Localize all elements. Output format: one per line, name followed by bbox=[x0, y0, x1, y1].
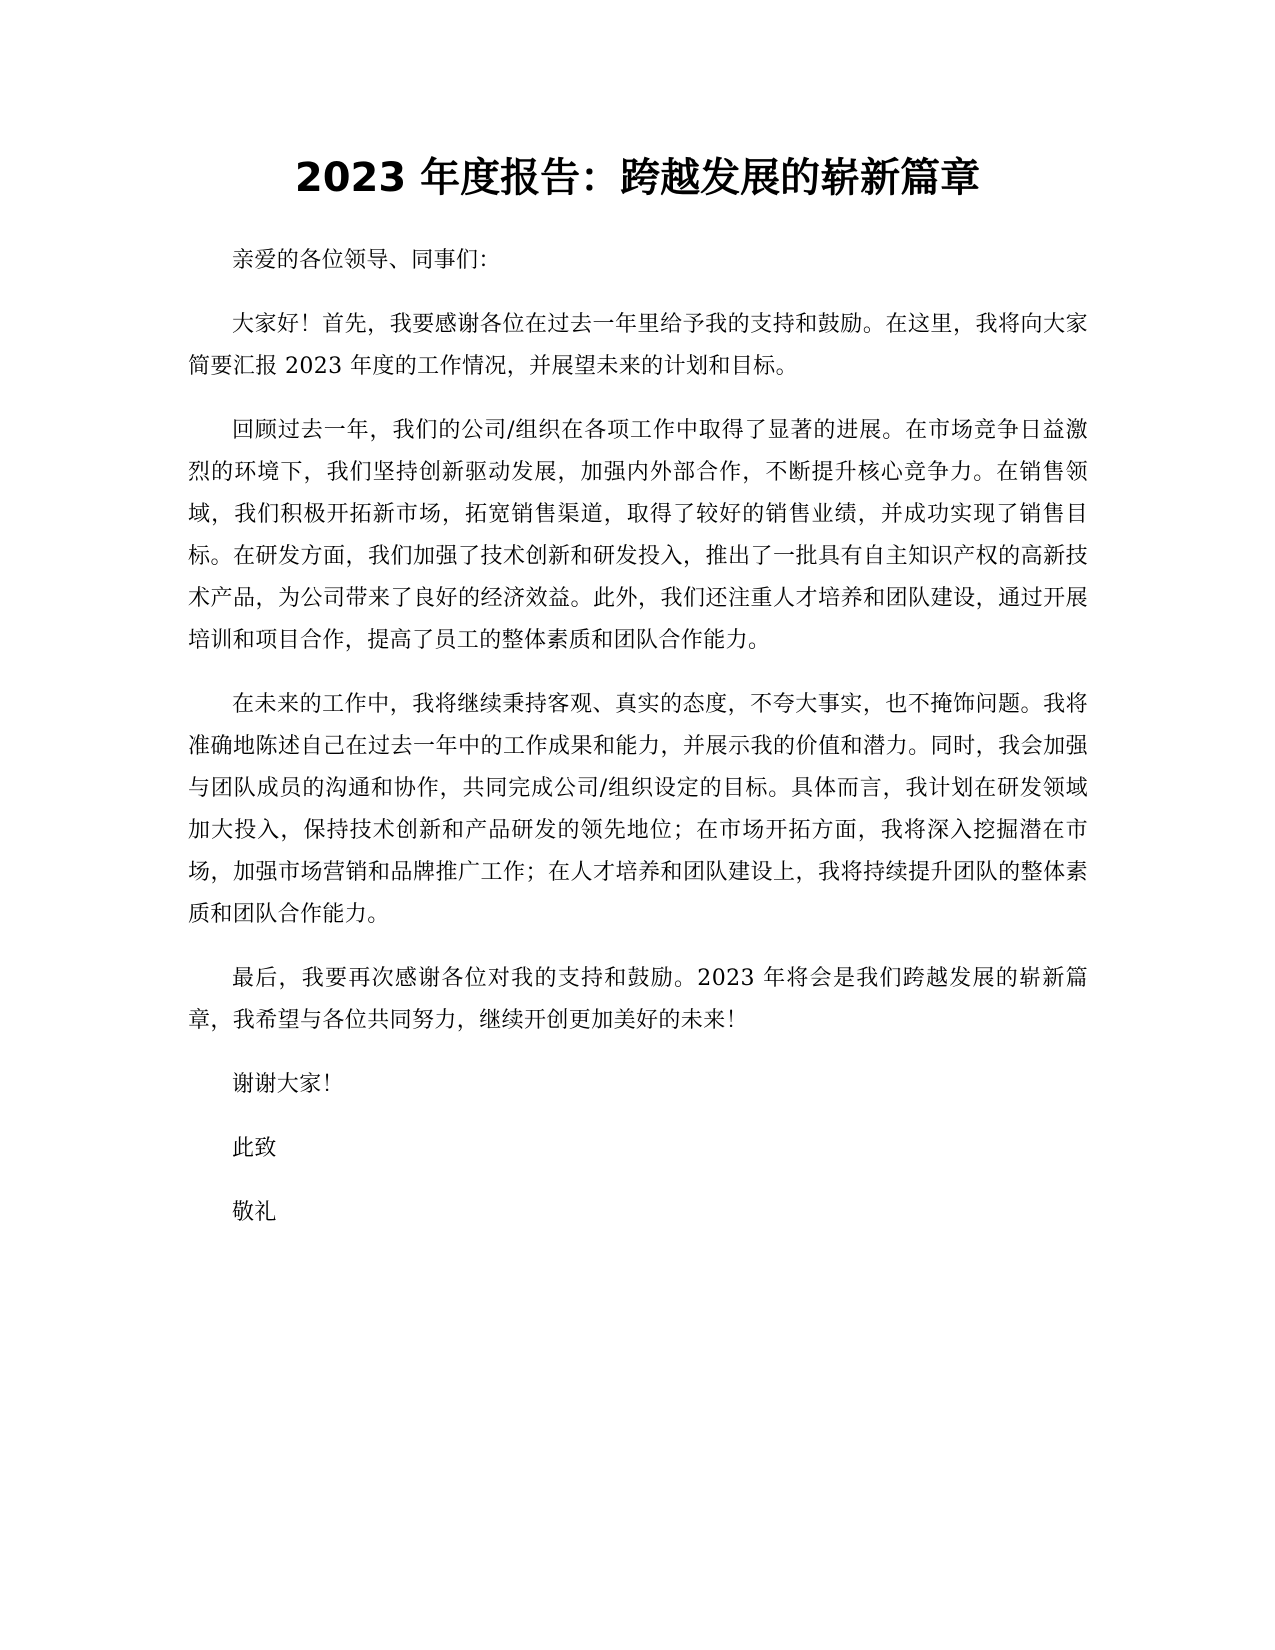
closing-phrase: 此致 bbox=[232, 1136, 277, 1161]
document-title: 2023 年度报告：跨越发展的崭新篇章 bbox=[294, 155, 981, 201]
paragraph-future-plan: 在未来的工作中，我将继续秉持客观、真实的态度，不夸大事实，也不掩饰问题。我将准确地陈述自己在过去一年中的工作成果和能力，并展示我的价值和潜力。同时，我会加强与团队成员的沟通和协作，共同完成公司/组织设定的目标。具体而言，我计划在研发领域加大投入，保持技术创新和产品研发的领先地位；在市场开拓方面，我将深入挖掘潜在市场，加强市场营销和品牌推广工作；在人才培养和团队建设上，我将持续提升团队的整体素质和团队合作能力。 bbox=[188, 692, 1088, 927]
salutation: 亲爱的各位领导、同事们： bbox=[232, 248, 501, 273]
paragraph-greeting: 大家好！首先，我要感谢各位在过去一年里给予我的支持和鼓励。在这里，我将向大家简要汇报 2023 年度的工作情况，并展望未来的计划和目标。 bbox=[188, 312, 1088, 379]
paragraph-closing: 最后，我要再次感谢各位对我的支持和鼓励。2023 年将会是我们跨越发展的崭新篇章，我希望与各位共同努力，继续开创更加美好的未来！ bbox=[188, 966, 1088, 1033]
document-body bbox=[188, 240, 1088, 1256]
paragraph-review: 回顾过去一年，我们的公司/组织在各项工作中取得了显著的进展。在市场竞争日益激烈的环境下，我们坚持创新驱动发展，加强内外部合作，不断提升核心竞争力。在销售领域，我们积极开拓新市场，拓宽销售渠道，取得了较好的销售业绩，并成功实现了销售目标。在研发方面，我们加强了技术创新和研发投入，推出了一批具有自主知识产权的高新技术产品，为公司带来了良好的经济效益。此外，我们还注重人才培养和团队建设，通过开展培训和项目合作，提高了员工的整体素质和团队合作能力。 bbox=[188, 418, 1088, 653]
regards-line: 敬礼 bbox=[232, 1200, 277, 1225]
thanks-line: 谢谢大家！ bbox=[232, 1072, 345, 1097]
